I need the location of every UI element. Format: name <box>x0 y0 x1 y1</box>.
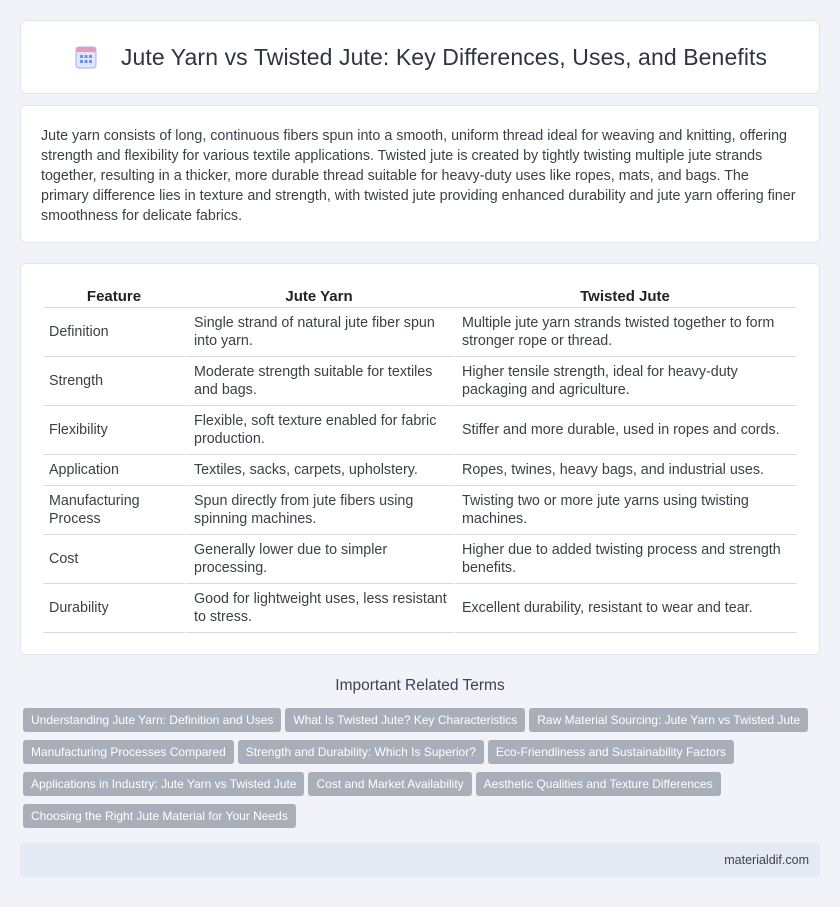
page-title: Jute Yarn vs Twisted Jute: Key Differences, Uses, and Benefits <box>120 43 768 70</box>
feature-cell: Manufacturing Process <box>43 486 185 535</box>
related-term-tag[interactable]: Raw Material Sourcing: Jute Yarn vs Twisted Jute <box>529 708 808 732</box>
related-term-tag[interactable]: Choosing the Right Jute Material for Your Needs <box>23 804 296 828</box>
jute-yarn-cell: Moderate strength suitable for textiles and bags. <box>185 357 453 406</box>
twisted-jute-cell: Excellent durability, resistant to wear and tear. <box>453 584 797 633</box>
twisted-jute-cell: Multiple jute yarn strands twisted together to form stronger rope or thread. <box>453 308 797 357</box>
table-row <box>43 584 797 633</box>
related-term-tag[interactable]: Understanding Jute Yarn: Definition and Uses <box>23 708 281 732</box>
document-grid-icon <box>73 44 99 70</box>
comparison-table <box>43 286 797 633</box>
related-term-tag[interactable]: Manufacturing Processes Compared <box>23 740 234 764</box>
jute-yarn-cell: Good for lightweight uses, less resistant to stress. <box>185 584 453 633</box>
feature-cell: Durability <box>43 584 185 633</box>
related-term-tag[interactable]: Aesthetic Qualities and Texture Differences <box>476 772 721 796</box>
jute-yarn-cell: Spun directly from jute fibers using spinning machines. <box>185 486 453 535</box>
twisted-jute-cell: Ropes, twines, heavy bags, and industrial uses. <box>453 455 797 486</box>
related-term-tag[interactable]: Strength and Durability: Which Is Superior? <box>238 740 484 764</box>
feature-cell: Definition <box>43 308 185 357</box>
header-twisted-jute: Twisted Jute <box>453 286 797 308</box>
table-row <box>43 308 797 357</box>
title-wrap <box>73 44 767 71</box>
header-card <box>20 20 820 94</box>
header-feature: Feature <box>43 286 185 308</box>
related-term-tag[interactable]: What Is Twisted Jute? Key Characteristics <box>285 708 525 732</box>
related-term-tag[interactable]: Applications in Industry: Jute Yarn vs Twisted Jute <box>23 772 304 796</box>
table-row <box>43 406 797 455</box>
comparison-table-card <box>20 263 820 655</box>
related-term-tag[interactable]: Cost and Market Availability <box>308 772 471 796</box>
feature-cell: Application <box>43 455 185 486</box>
footer <box>20 843 820 877</box>
intro-paragraph: Jute yarn consists of long, continuous fibers spun into a smooth, uniform thread ideal for weaving and knitting, offering strength and flexibility for various textile applications. Twisted jute is created by tightly twisting multiple jute strands together, resulting in a thicker, more durable thread suitable for heavy-duty uses like ropes, mats, and bags. The primary difference lies in texture and strength, with twisted jute providing enhanced durability and jute yarn offering finer smoothness for delicate fabrics. <box>41 128 796 224</box>
feature-cell: Cost <box>43 535 185 584</box>
intro-card <box>20 105 820 243</box>
footer-site-link[interactable]: materialdif.com <box>724 853 809 867</box>
twisted-jute-cell: Higher tensile strength, ideal for heavy-duty packaging and agriculture. <box>453 357 797 406</box>
table-row <box>43 455 797 486</box>
related-terms-title: Important Related Terms <box>335 677 505 694</box>
table-row <box>43 486 797 535</box>
jute-yarn-cell: Textiles, sacks, carpets, upholstery. <box>185 455 453 486</box>
header-jute-yarn: Jute Yarn <box>185 286 453 308</box>
twisted-jute-cell: Higher due to added twisting process and strength benefits. <box>453 535 797 584</box>
feature-cell: Strength <box>43 357 185 406</box>
twisted-jute-cell: Stiffer and more durable, used in ropes and cords. <box>453 406 797 455</box>
feature-cell: Flexibility <box>43 406 185 455</box>
jute-yarn-cell: Flexible, soft texture enabled for fabric production. <box>185 406 453 455</box>
related-term-tag[interactable]: Eco-Friendliness and Sustainability Factors <box>488 740 734 764</box>
table-row <box>43 357 797 406</box>
related-terms-tags <box>23 708 823 836</box>
jute-yarn-cell: Generally lower due to simpler processing. <box>185 535 453 584</box>
table-row <box>43 535 797 584</box>
jute-yarn-cell: Single strand of natural jute fiber spun into yarn. <box>185 308 453 357</box>
table-header-row <box>43 286 797 308</box>
twisted-jute-cell: Twisting two or more jute yarns using twisting machines. <box>453 486 797 535</box>
